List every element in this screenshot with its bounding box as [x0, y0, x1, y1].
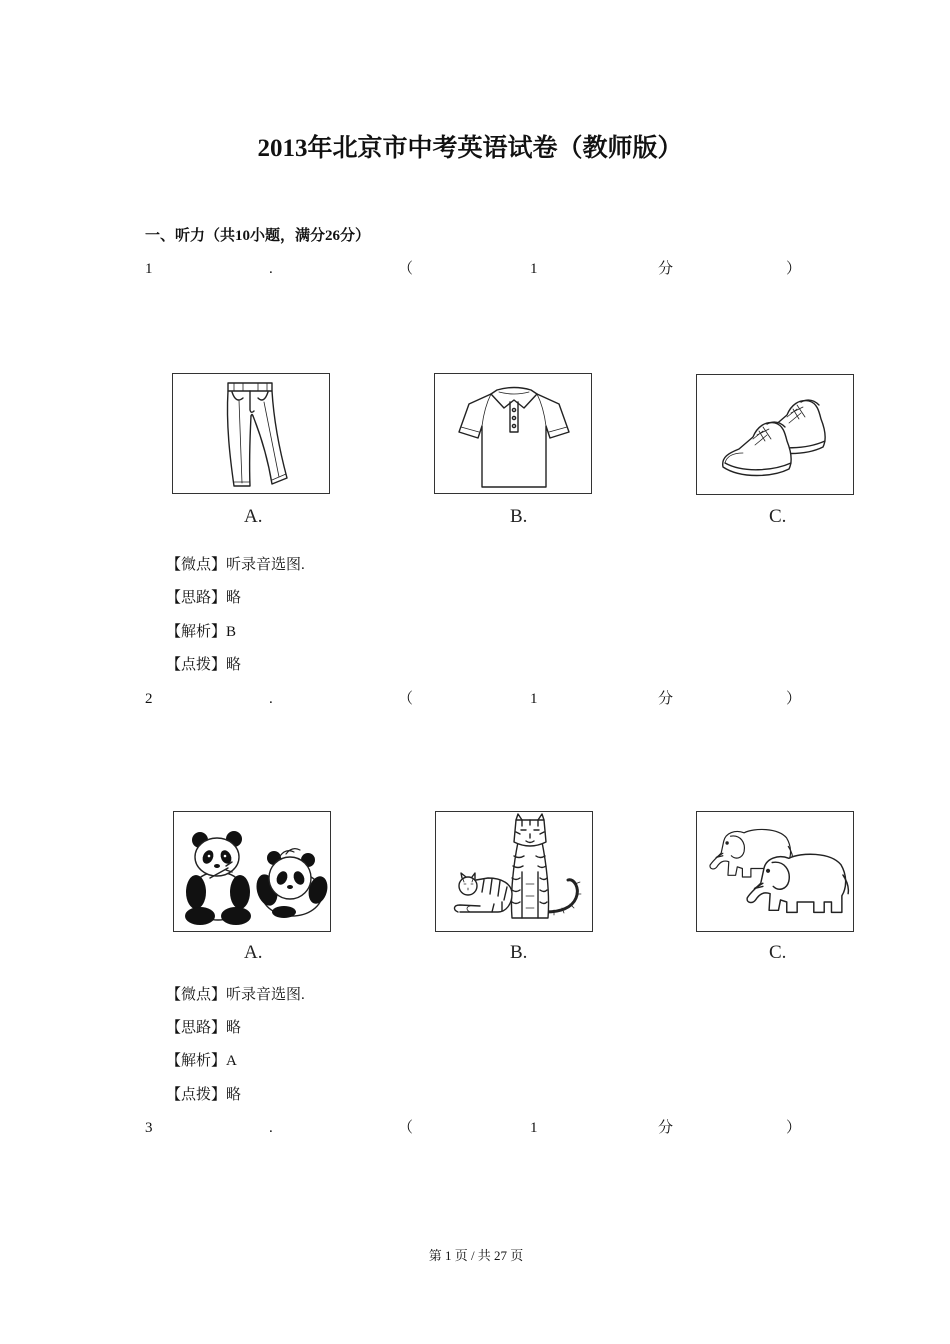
note-silu	[166, 588, 241, 608]
question-points-unit: 分	[658, 261, 674, 277]
page-footer: 第 1 页 / 共 27 页	[428, 1248, 524, 1263]
question-points: 1	[530, 691, 538, 707]
option-a-label: A.	[244, 506, 263, 527]
note-label: 【思路】	[166, 590, 227, 606]
note-weidian	[166, 985, 305, 1005]
question-number: 1	[145, 261, 153, 277]
elephants-drawing	[697, 812, 853, 931]
panda-sitting	[185, 831, 251, 925]
note-jiexi	[166, 622, 236, 642]
question-number: 2	[145, 691, 153, 707]
note-silu	[166, 1018, 241, 1038]
question-paren-open: （	[398, 261, 414, 277]
tiger-lying	[454, 873, 512, 912]
question-dot: .	[269, 691, 273, 707]
tigers-drawing	[436, 812, 592, 931]
note-label: 【解析】	[166, 1053, 227, 1069]
question-paren-close: ）	[786, 1120, 802, 1136]
tiger-sitting	[511, 814, 581, 918]
question-3-line	[0, 1118, 950, 1138]
note-label: 【思路】	[166, 1020, 227, 1036]
note-dianbo	[166, 1085, 241, 1105]
option-b-tigers-picture	[435, 811, 593, 932]
option-c-label: C.	[769, 506, 787, 527]
option-c-elephants-picture	[696, 811, 854, 932]
sneakers-drawing	[697, 375, 853, 494]
question-points-unit: 分	[658, 691, 674, 707]
question-paren-open: （	[398, 1120, 414, 1136]
page-title: 2013年北京市中考英语试卷（教师版）	[257, 135, 683, 162]
option-a-label: A.	[244, 942, 263, 963]
note-label: 【点拨】	[166, 1087, 227, 1103]
question-points: 1	[530, 1120, 538, 1136]
note-value: B	[226, 624, 237, 640]
note-label: 【解析】	[166, 624, 227, 640]
question-2-line	[0, 689, 950, 709]
note-dianbo	[166, 655, 241, 675]
sneaker-front	[723, 422, 791, 475]
question-paren-open: （	[398, 691, 414, 707]
note-weidian	[166, 555, 305, 575]
option-c-sneakers-picture	[696, 374, 854, 495]
option-b-shirt-picture	[434, 373, 592, 494]
section-heading: 一、听力（共10小题，满分26分）	[145, 228, 371, 244]
note-value: 听录音选图.	[226, 987, 305, 1003]
option-b-label: B.	[510, 942, 528, 963]
note-value: 略	[226, 657, 242, 673]
shirt-drawing	[435, 374, 591, 493]
note-label: 【微点】	[166, 557, 227, 573]
option-a-pandas-picture	[173, 811, 331, 932]
note-label: 【微点】	[166, 987, 227, 1003]
note-value: 略	[226, 1020, 242, 1036]
note-value: 听录音选图.	[226, 557, 305, 573]
option-c-label: C.	[769, 942, 787, 963]
question-dot: .	[269, 1120, 273, 1136]
note-label: 【点拨】	[166, 657, 227, 673]
note-value: 略	[226, 590, 242, 606]
question-paren-close: ）	[786, 691, 802, 707]
question-points-unit: 分	[658, 1120, 674, 1136]
question-1-line	[0, 259, 950, 279]
note-jiexi	[166, 1051, 237, 1071]
option-a-pants-picture	[172, 373, 330, 494]
question-number: 3	[145, 1120, 153, 1136]
question-paren-close: ）	[786, 261, 802, 277]
question-dot: .	[269, 261, 273, 277]
note-value: 略	[226, 1087, 242, 1103]
pants-drawing	[173, 374, 329, 493]
pandas-drawing	[174, 812, 330, 931]
option-b-label: B.	[510, 506, 528, 527]
note-value: A	[226, 1053, 237, 1069]
panda-lying	[253, 849, 330, 918]
question-points: 1	[530, 261, 538, 277]
